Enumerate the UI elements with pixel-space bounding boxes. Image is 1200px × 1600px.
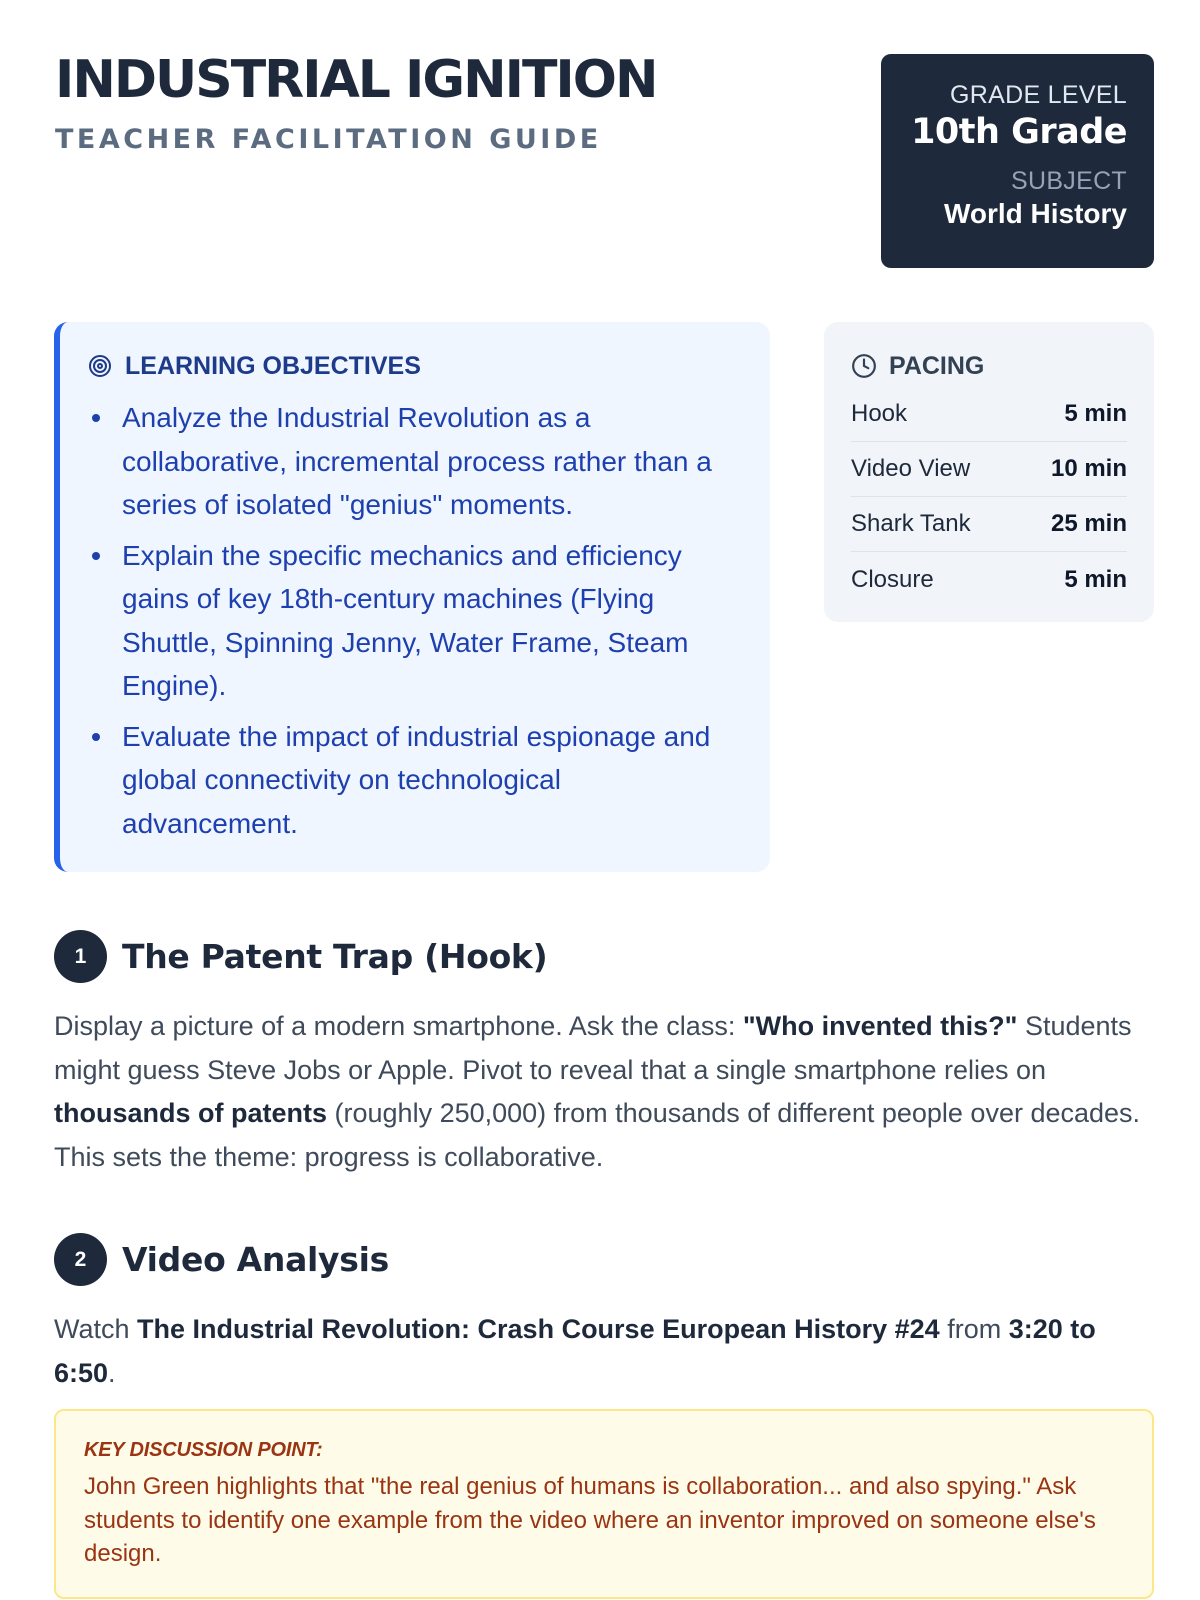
pacing-duration: 5 min (1064, 400, 1127, 427)
objectives-list (88, 396, 740, 845)
target-icon (88, 354, 112, 378)
objective-item: Evaluate the impact of industrial espionage and global connectivity on technological advancement. (88, 715, 740, 846)
subject-value: World History (943, 198, 1127, 229)
pacing-row (851, 442, 1127, 497)
body-text: . (108, 1357, 116, 1388)
pacing-duration: 10 min (1050, 455, 1127, 482)
section-number-badge: 1 (54, 930, 107, 983)
subject-label: SUBJECT (1010, 167, 1127, 195)
body-text: Display a picture of a modern smartphone. Ask the class: (54, 1011, 743, 1041)
pacing-panel (824, 322, 1154, 622)
pacing-activity: Shark Tank (851, 510, 971, 537)
page-title: INDUSTRIAL IGNITION (55, 50, 657, 110)
pacing-duration: 25 min (1050, 510, 1127, 537)
section-title: The Patent Trap (Hook) (122, 937, 548, 976)
pacing-row (851, 552, 1127, 607)
callout-text: John Green highlights that "the real genius of humans is collaboration... and also spying." Ask students to identify one example from the video where an inventor improved on someone else's design. (84, 1473, 1096, 1567)
video-timestamp: 3:20 to 6:50 (54, 1314, 1096, 1388)
body-text: Students might guess Steve Jobs or Apple. Pivot to reveal that a single smartphone relies on (54, 1011, 1132, 1085)
section-2-heading (54, 1233, 389, 1286)
pacing-heading (851, 349, 1127, 383)
grade-level-value: 10th Grade (911, 112, 1127, 152)
pacing-row (851, 387, 1127, 442)
learning-objectives-heading (88, 349, 740, 383)
learning-objectives-title: LEARNING OBJECTIVES (125, 351, 421, 380)
pacing-activity: Video View (851, 455, 971, 482)
body-text: from (939, 1314, 1009, 1344)
key-discussion-callout (54, 1409, 1154, 1599)
page-subtitle: TEACHER FACILITATION GUIDE (55, 124, 602, 155)
pacing-activity: Closure (851, 565, 934, 593)
section-1-body (54, 1005, 1164, 1179)
pacing-activity: Hook (851, 400, 908, 427)
course-meta-card (881, 54, 1154, 268)
section-number-badge: 2 (54, 1233, 107, 1286)
body-text: (roughly 250,000) from thousands of different people over decades. This sets the theme: progress is collaborative. (54, 1098, 1141, 1172)
pacing-title: PACING (889, 351, 985, 380)
callout-label: KEY DISCUSSION POINT: (84, 1439, 323, 1461)
video-title: The Industrial Revolution: Crash Course European History #24 (137, 1314, 940, 1344)
pacing-row (851, 497, 1127, 552)
body-text: Watch (54, 1314, 138, 1344)
learning-objectives-panel (54, 322, 770, 872)
section-title: Video Analysis (122, 1240, 389, 1279)
objective-item: Analyze the Industrial Revolution as a collaborative, incremental process rather than a series of isolated "genius" moments. (88, 396, 740, 527)
section-2-body (54, 1308, 1164, 1395)
objective-item: Explain the specific mechanics and efficiency gains of key 18th-century machines (Flying Shuttle, Spinning Jenny, Water Frame, Steam Engine). (88, 534, 740, 708)
clock-icon (851, 353, 877, 379)
page-header (55, 50, 657, 155)
grade-level-label: GRADE LEVEL (950, 81, 1127, 109)
body-emphasis: "Who invented this?" (742, 1011, 1018, 1041)
body-emphasis: thousands of patents (54, 1098, 328, 1128)
section-1-heading (54, 930, 547, 983)
pacing-duration: 5 min (1064, 565, 1127, 593)
